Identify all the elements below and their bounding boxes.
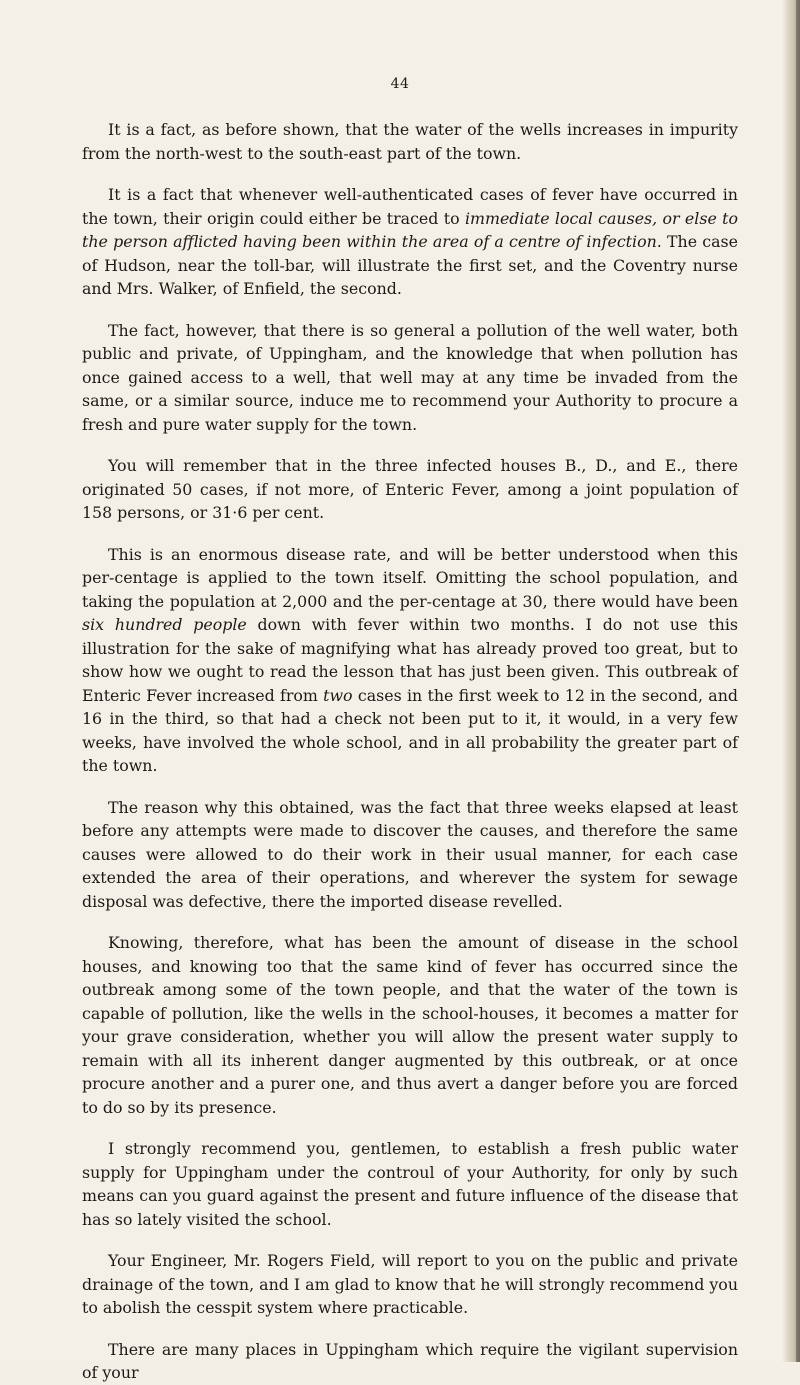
page-number: 44 [390,76,410,92]
paragraph-3-text: The fact, however, that there is so general a pollution of the well water, both public and private, of Uppingham, and the knowledge that when pollution has once gained access to a well, that well may at any time be invaded from the same, or a similar source, induce me to recommend your Authority to procure a fresh and pure water supply for the town. [82,320,738,434]
paragraph-4-text: You will remember that in the three infected houses B., D., and E., there originated 50 cases, if not more, of Enteric Fever, among a joint population of 158 persons, or 31·6 per cent. [82,456,738,522]
paragraph-2 [82,183,738,301]
paragraph-8 [82,1137,738,1231]
paragraph-2-emphasis: immediate local causes, or else to the person afflicted having been within the area of a centre of infection. [82,208,738,251]
page-body [82,118,738,1385]
paragraph-5-emphasis-2: two [323,685,353,705]
paragraph-6 [82,796,738,914]
paragraph-2-text-after: The case of Hudson, near the toll-bar, will illustrate the first set, and the Coventry nurse and Mrs. Walker, of Enfield, the second. [82,232,738,298]
page-edge-shadow [782,0,800,1362]
paragraph-10-text: There are many places in Uppingham which require the vigilant supervision of your [82,1339,738,1382]
paragraph-9 [82,1249,738,1320]
paragraph-6-text: The reason why this obtained, was the fact that three weeks elapsed at least before any attempts were made to discover the causes, and therefore the same causes were allowed to do their work in their usual manner, for each case extended the area of their operations, and wherever the system for sewage disposal was defective, there the imported disease revelled. [82,797,738,911]
paragraph-5 [82,543,738,778]
paragraph-5-text-middle: down with fever within two months. I do not use this illustration for the sake of magnifying what has already proved too great, but to show how we ought to read the lesson that has just been given. This outbreak of Enteric Fever increased from [82,615,738,705]
paragraph-9-text: Your Engineer, Mr. Rogers Field, will report to you on the public and private drainage of the town, and I am glad to know that he will strongly recommend you to abolish the cesspit system where practicable. [82,1251,738,1317]
paragraph-7-text: Knowing, therefore, what has been the amount of disease in the school houses, and knowing too that the same kind of fever has occurred since the outbreak among some of the town people, and that the water of the town is capable of pollution, like the wells in the school-houses, it becomes a matter for your grave consideration, whether you will allow the present water supply to remain with all its inherent danger augmented by this outbreak, or at once procure another and a purer one, and thus avert a danger before you are forced to do so by its presence. [82,933,738,1117]
paragraph-5-text-after: cases in the first week to 12 in the second, and 16 in the third, so that had a check not been put to it, it would, in a very few weeks, have involved the whole school, and in all probability the greater part of the town. [82,685,738,775]
paragraph-1-text: It is a fact, as before shown, that the water of the wells increases in impurity from the north-west to the south-east part of the town. [82,120,738,163]
paragraph-4 [82,454,738,525]
paragraph-2-text-before: It is a fact that whenever well-authenticated cases of fever have occurred in the town, their origin could either be traced to [82,185,738,228]
paragraph-7 [82,931,738,1119]
paragraph-5-text-before: This is an enormous disease rate, and will be better understood when this per-centage is applied to the town itself. Omitting the school population, and taking the population at 2,000 and the per-centage at 30, there would have been [82,544,738,611]
paragraph-1 [82,118,738,165]
paragraph-5-emphasis: six hundred people [82,615,247,634]
paragraph-3 [82,319,738,437]
paragraph-8-text: I strongly recommend you, gentlemen, to establish a fresh public water supply for Uppingham under the controul of your Authority, for only by such means can you guard against the present and future influence of the disease that has so lately visited the school. [82,1139,738,1229]
paragraph-10 [82,1338,738,1385]
